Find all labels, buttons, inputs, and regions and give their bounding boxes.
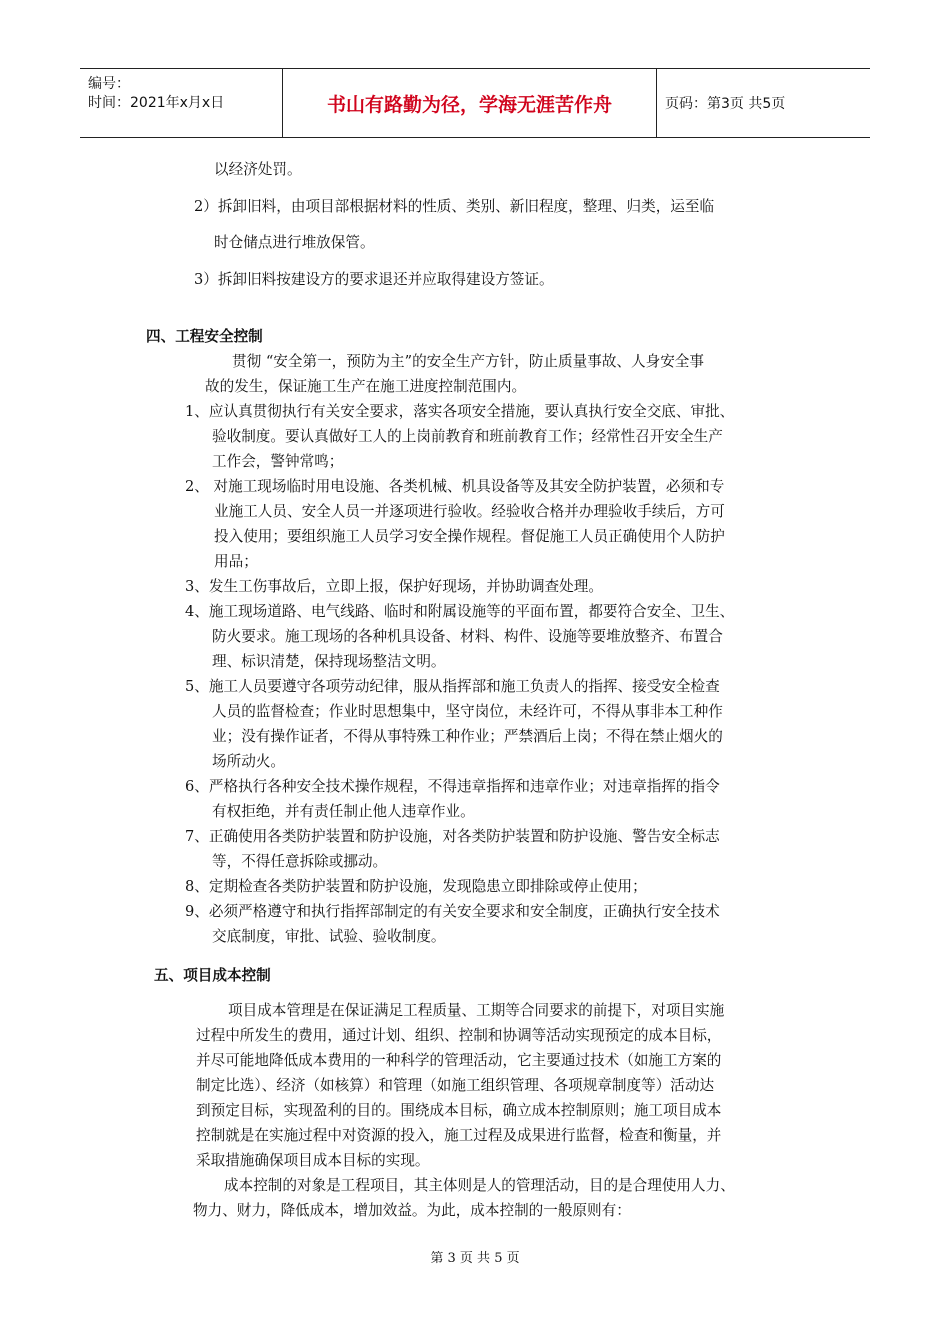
list-item: 5、施工人员要遵守各项劳动纪律，服从指挥部和施工负责人的指挥、接受安全检查 xyxy=(185,678,720,695)
body-line: 并尽可能地降低成本费用的一种科学的管理活动，它主要通过技术（如施工方案的 xyxy=(196,1052,722,1069)
body-line: 业；没有操作证者，不得从事特殊工种作业；严禁酒后上岗；不得在禁止烟火的 xyxy=(212,728,723,745)
body-line: 项目成本管理是在保证满足工程质量、工期等合同要求的前提下，对项目实施 xyxy=(228,1002,725,1019)
body-line: 成本控制的对象是工程项目，其主体则是人的管理活动，目的是合理使用人力、 xyxy=(224,1177,735,1194)
page-footer: 第 3 页 共 5 页 xyxy=(430,1251,520,1266)
body-line: 贯彻 “安全第一，预防为主”的安全生产方针，防止质量事故、人身安全事 xyxy=(232,353,704,370)
body-line: 有权拒绝，并有责任制止他人违章作业。 xyxy=(212,803,475,820)
body-line: 2）拆卸旧料，由项目部根据材料的性质、类别、新旧程度，整理、归类，运至临 xyxy=(194,198,715,215)
body-line: 人员的监督检查；作业时思想集中，坚守岗位，未经许可，不得从事非本工种作 xyxy=(212,703,723,720)
body-line: 采取措施确保项目成本目标的实现。 xyxy=(196,1152,430,1169)
body-line: 工作会，警钟常鸣； xyxy=(212,453,344,470)
header-motto: 书山有路勤为径，学海无涯苦作舟 xyxy=(283,69,657,137)
body-line: 投入使用；要组织施工人员学习安全操作规程。督促施工人员正确使用个人防护 xyxy=(214,528,725,545)
section-heading-safety: 四、工程安全控制 xyxy=(146,328,263,345)
body-line: 用品； xyxy=(214,553,258,570)
doc-time-label: 时间：2021年x月x日 xyxy=(88,95,225,111)
header-meta xyxy=(80,69,283,137)
body-line: 以经济处罚。 xyxy=(214,161,302,178)
body-line: 防火要求。施工现场的各种机具设备、材料、构件、设施等要堆放整齐、布置合 xyxy=(212,628,723,645)
body-line: 3）拆卸旧料按建设方的要求退还并应取得建设方签证。 xyxy=(194,271,554,288)
list-item: 9、必须严格遵守和执行指挥部制定的有关安全要求和安全制度，正确执行安全技术 xyxy=(185,903,720,920)
body-line: 验收制度。要认真做好工人的上岗前教育和班前教育工作；经常性召开安全生产 xyxy=(212,428,723,445)
list-item: 2、 对施工现场临时用电设施、各类机械、机具设备等及其安全防护装置，必须和专 xyxy=(185,478,725,495)
list-item: 6、严格执行各种安全技术操作规程，不得违章指挥和违章作业；对违章指挥的指令 xyxy=(185,778,720,795)
body-line: 时仓储点进行堆放保管。 xyxy=(214,234,375,251)
page-header xyxy=(80,68,870,138)
body-line: 控制就是在实施过程中对资源的投入，施工过程及成果进行监督，检查和衡量，并 xyxy=(196,1127,722,1144)
list-item: 7、正确使用各类防护装置和防护设施，对各类防护装置和防护设施、警告安全标志 xyxy=(185,828,720,845)
body-line: 等，不得任意拆除或挪动。 xyxy=(212,853,388,870)
body-line: 场所动火。 xyxy=(212,753,285,770)
body-line: 交底制度，审批、试验、验收制度。 xyxy=(212,928,446,945)
body-line: 过程中所发生的费用，通过计划、组织、控制和协调等活动实现预定的成本目标， xyxy=(196,1027,722,1044)
doc-number-label: 编号： xyxy=(88,76,130,92)
body-line: 制定比选）、经济（如核算）和管理（如施工组织管理、各项规章制度等）活动达 xyxy=(196,1077,715,1094)
body-line: 到预定目标，实现盈利的目的。围绕成本目标，确立成本控制原则；施工项目成本 xyxy=(196,1102,722,1119)
section-heading-cost: 五、项目成本控制 xyxy=(154,967,271,984)
header-page-number: 页码：第3页 共5页 xyxy=(665,96,786,112)
body-line: 故的发生，保证施工生产在施工进度控制范围内。 xyxy=(205,378,527,395)
body-line: 物力、财力，降低成本，增加效益。为此，成本控制的一般原则有： xyxy=(193,1202,631,1219)
list-item: 3、发生工伤事故后，立即上报，保护好现场，并协助调查处理。 xyxy=(185,578,603,595)
body-line: 业施工人员、安全人员一并逐项进行验收。经验收合格并办理验收手续后，方可 xyxy=(214,503,725,520)
list-item: 1、应认真贯彻执行有关安全要求，落实各项安全措施，要认真执行安全交底、审批、 xyxy=(185,403,735,420)
body-line: 理、标识清楚，保持现场整洁文明。 xyxy=(212,653,446,670)
list-item: 4、施工现场道路、电气线路、临时和附属设施等的平面布置，都要符合安全、卫生、 xyxy=(185,603,735,620)
list-item: 8、定期检查各类防护装置和防护设施，发现隐患立即排除或停止使用； xyxy=(185,878,647,895)
